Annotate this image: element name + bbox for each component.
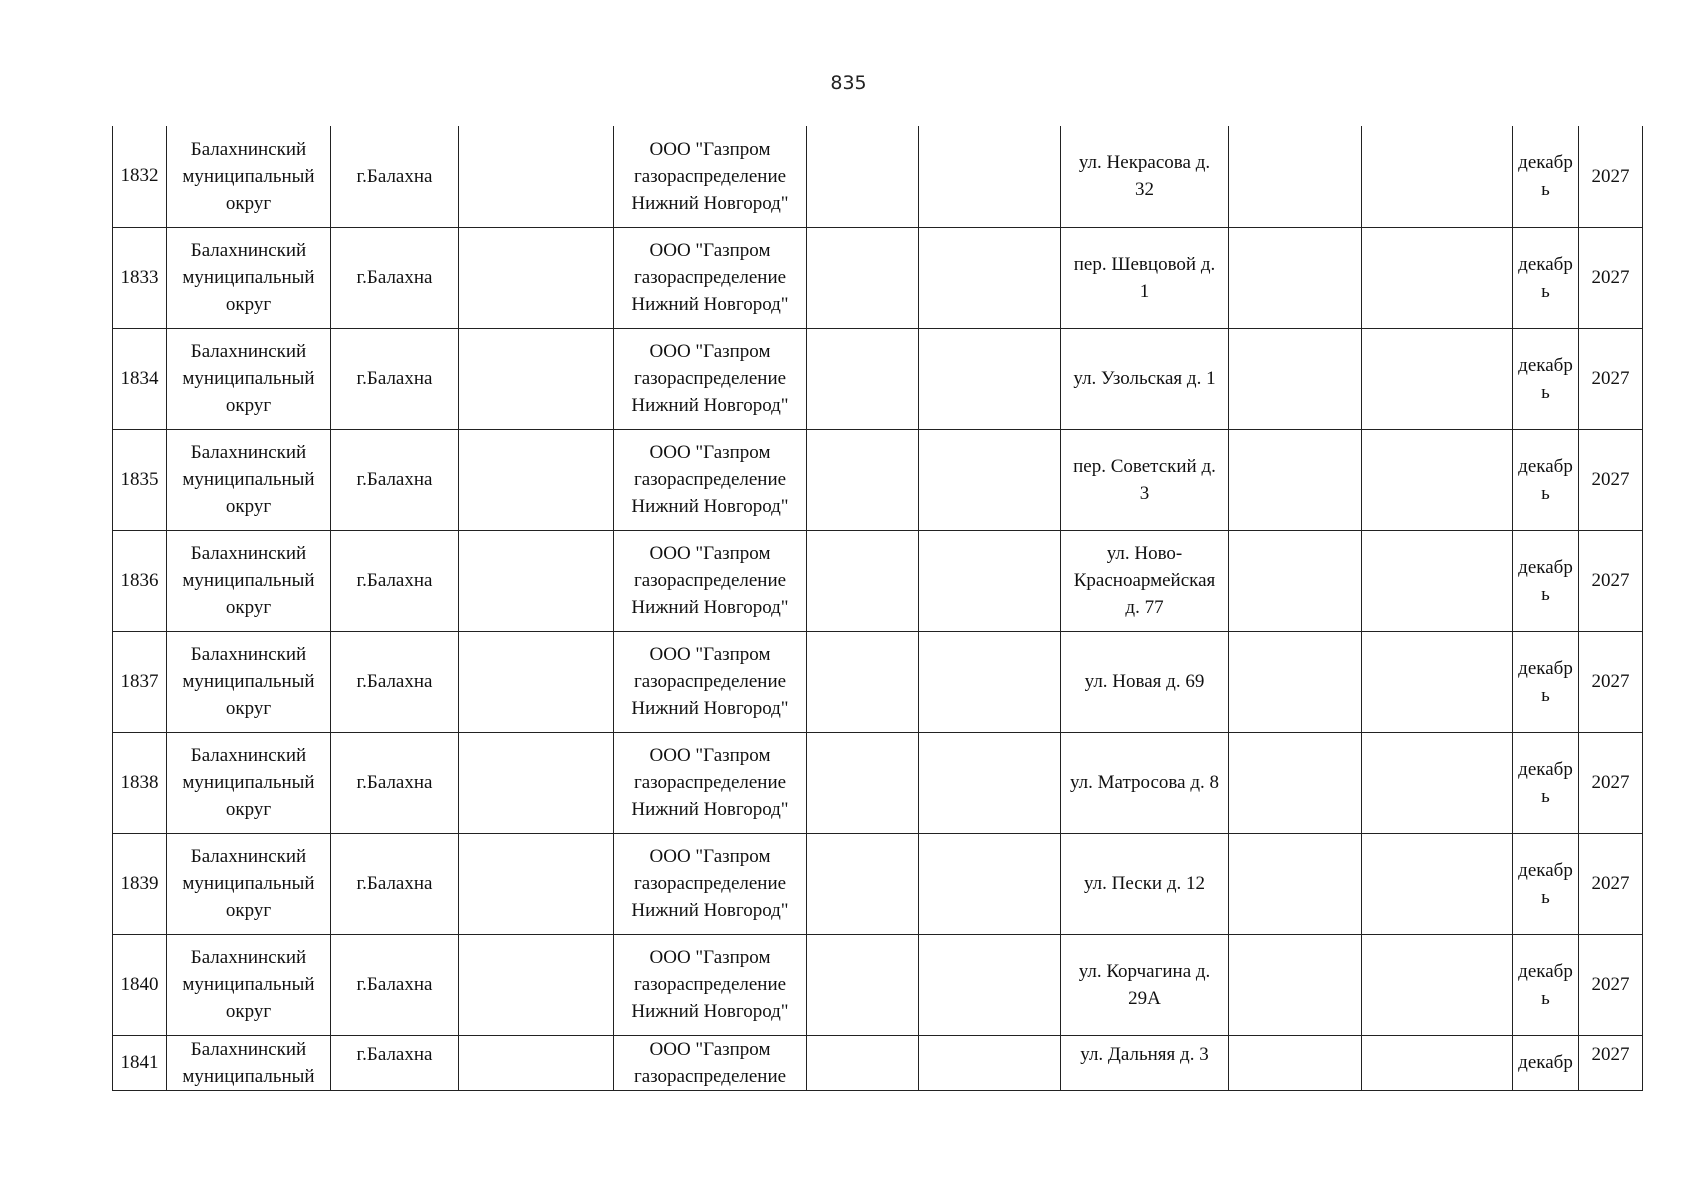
address-line: пер. Советский д. — [1073, 455, 1216, 477]
district-line: муниципальный — [182, 1065, 315, 1087]
address-cell — [1061, 126, 1229, 227]
address-line: ул. Ново- — [1106, 543, 1183, 564]
row-number-cell — [113, 631, 167, 732]
empty-cell — [1362, 530, 1513, 631]
city-cell: г.Балахна — [331, 530, 459, 631]
address-line: ул. Матросова д. 8 — [1070, 772, 1219, 793]
organization-cell — [614, 732, 807, 833]
district-line: округ — [225, 496, 272, 517]
row-number-cell — [113, 732, 167, 833]
month-cell — [1513, 1035, 1579, 1090]
address-line: ул. Дальняя д. 3 — [1080, 1043, 1209, 1065]
year-cell: 2027 — [1579, 631, 1643, 732]
row-number-cell — [113, 328, 167, 429]
org-line: Нижний Новгород" — [631, 698, 789, 719]
year-cell: 2027 — [1579, 732, 1643, 833]
empty-cell — [807, 833, 919, 934]
org-line: ООО "Газпром — [649, 846, 771, 867]
empty-cell — [459, 530, 614, 631]
address-line: 29А — [1128, 987, 1161, 1009]
district-line: Балахнинский — [190, 442, 307, 463]
table-row — [113, 934, 1643, 1035]
district-cell — [167, 126, 331, 227]
row-number: 1832 — [120, 165, 159, 187]
city-cell: г.Балахна — [331, 126, 459, 227]
district-line: округ — [225, 294, 272, 315]
organization-cell — [614, 833, 807, 934]
empty-cell — [807, 328, 919, 429]
empty-cell — [1229, 934, 1362, 1035]
month-cell — [1513, 631, 1579, 732]
address-cell — [1061, 328, 1229, 429]
org-line: газораспределение — [633, 165, 787, 187]
address-cell — [1061, 227, 1229, 328]
address-line: ул. Новая д. 69 — [1084, 671, 1205, 692]
empty-cell — [1229, 530, 1362, 631]
city-cell: г.Балахна — [331, 934, 459, 1035]
district-line: муниципальный — [182, 368, 315, 389]
empty-cell — [1229, 328, 1362, 429]
empty-cell — [919, 934, 1061, 1035]
month-cell — [1513, 227, 1579, 328]
year-cell: 2027 — [1579, 530, 1643, 631]
city-cell: г.Балахна — [331, 328, 459, 429]
month-line: декабр — [1518, 960, 1573, 982]
row-number-cell — [113, 1035, 167, 1090]
district-line: округ — [225, 900, 272, 921]
org-line: Нижний Новгород" — [631, 395, 789, 416]
organization-cell — [614, 227, 807, 328]
org-line: ООО "Газпром — [649, 543, 771, 564]
empty-cell — [459, 227, 614, 328]
month-line: декабр — [1518, 1052, 1573, 1073]
month-line: декабр — [1518, 354, 1573, 376]
empty-cell — [459, 934, 614, 1035]
org-line: газораспределение — [633, 368, 787, 389]
row-number: 1839 — [120, 872, 159, 894]
address-line: ул. Корчагина д. — [1078, 960, 1211, 982]
district-line: округ — [225, 698, 272, 719]
empty-cell — [459, 732, 614, 833]
month-cell — [1513, 732, 1579, 833]
row-number: 1841 — [120, 1051, 159, 1073]
org-line: ООО "Газпром — [649, 947, 771, 968]
row-number-cell — [113, 126, 167, 227]
org-line: ООО "Газпром — [649, 341, 771, 362]
row-number: 1833 — [120, 266, 159, 288]
month-line: ь — [1541, 381, 1550, 403]
organization-cell — [614, 530, 807, 631]
register-table — [112, 126, 1643, 1091]
empty-cell — [1362, 833, 1513, 934]
org-line: ООО "Газпром — [649, 644, 771, 665]
month-line: ь — [1541, 179, 1550, 201]
empty-cell — [1362, 126, 1513, 227]
district-cell — [167, 227, 331, 328]
row-number: 1834 — [120, 367, 159, 389]
month-line: декабр — [1518, 556, 1573, 578]
address-line: 1 — [1139, 280, 1150, 302]
row-number: 1838 — [120, 771, 159, 793]
org-line: газораспределение — [633, 974, 787, 995]
empty-cell — [807, 227, 919, 328]
organization-cell — [614, 429, 807, 530]
address-cell — [1061, 530, 1229, 631]
district-line: округ — [225, 1001, 272, 1022]
org-line: газораспределение — [633, 772, 787, 793]
row-number: 1835 — [120, 468, 159, 490]
empty-cell — [919, 631, 1061, 732]
address-cell — [1061, 934, 1229, 1035]
district-line: Балахнинский — [190, 745, 307, 766]
empty-cell — [1229, 732, 1362, 833]
org-line: Нижний Новгород" — [631, 799, 789, 820]
district-line: муниципальный — [182, 469, 315, 490]
year-cell: 2027 — [1579, 429, 1643, 530]
page-number: 835 — [830, 72, 867, 94]
row-number-cell — [113, 530, 167, 631]
org-line: ООО "Газпром — [649, 442, 771, 463]
year-cell: 2027 — [1579, 1035, 1643, 1090]
month-line: декабр — [1518, 859, 1573, 881]
table-body — [113, 126, 1643, 1090]
district-line: Балахнинский — [190, 644, 307, 665]
organization-cell — [614, 328, 807, 429]
empty-cell — [459, 126, 614, 227]
city-cell: г.Балахна — [331, 1035, 459, 1090]
org-line: газораспределение — [633, 1065, 787, 1087]
address-line: Красноармейская — [1073, 570, 1216, 591]
table-row — [113, 126, 1643, 227]
district-line: округ — [225, 192, 272, 214]
district-line: Балахнинский — [190, 1038, 307, 1060]
org-line: газораспределение — [633, 267, 787, 288]
month-line: декабр — [1518, 758, 1573, 780]
empty-cell — [1362, 429, 1513, 530]
row-number-cell — [113, 429, 167, 530]
empty-cell — [807, 530, 919, 631]
empty-cell — [919, 833, 1061, 934]
table-row — [113, 732, 1643, 833]
address-line: пер. Шевцовой д. — [1073, 253, 1216, 275]
empty-cell — [1229, 833, 1362, 934]
org-line: Нижний Новгород" — [631, 1001, 789, 1022]
district-cell — [167, 429, 331, 530]
org-line: газораспределение — [633, 671, 787, 692]
district-line: Балахнинский — [190, 846, 307, 867]
month-cell — [1513, 833, 1579, 934]
table-row — [113, 530, 1643, 631]
empty-cell — [919, 530, 1061, 631]
district-line: Балахнинский — [190, 240, 307, 261]
empty-cell — [919, 126, 1061, 227]
empty-cell — [1362, 732, 1513, 833]
district-line: муниципальный — [182, 165, 315, 187]
month-cell — [1513, 429, 1579, 530]
empty-cell — [1362, 934, 1513, 1035]
empty-cell — [807, 934, 919, 1035]
district-cell — [167, 934, 331, 1035]
organization-cell — [614, 1035, 807, 1090]
org-line: Нижний Новгород" — [631, 192, 789, 214]
org-line: ООО "Газпром — [649, 1038, 771, 1060]
org-line: Нижний Новгород" — [631, 597, 789, 618]
empty-cell — [807, 631, 919, 732]
month-line: ь — [1541, 583, 1550, 605]
month-line: ь — [1541, 785, 1550, 807]
row-number: 1836 — [120, 569, 159, 591]
year-cell: 2027 — [1579, 934, 1643, 1035]
empty-cell — [459, 833, 614, 934]
table-row — [113, 227, 1643, 328]
month-cell — [1513, 328, 1579, 429]
row-number: 1840 — [120, 973, 159, 995]
address-line: 3 — [1139, 482, 1150, 504]
table-row — [113, 429, 1643, 530]
district-cell — [167, 328, 331, 429]
empty-cell — [807, 126, 919, 227]
district-line: муниципальный — [182, 671, 315, 692]
empty-cell — [1362, 328, 1513, 429]
empty-cell — [919, 429, 1061, 530]
org-line: ООО "Газпром — [649, 745, 771, 766]
address-cell — [1061, 1035, 1229, 1090]
address-line: ул. Пески д. 12 — [1083, 873, 1206, 894]
month-line: декабр — [1518, 657, 1573, 679]
year-cell: 2027 — [1579, 833, 1643, 934]
empty-cell — [1229, 227, 1362, 328]
city-cell: г.Балахна — [331, 631, 459, 732]
empty-cell — [1362, 227, 1513, 328]
district-cell — [167, 530, 331, 631]
district-line: округ — [225, 597, 272, 618]
address-line: ул. Некрасова д. — [1078, 152, 1211, 174]
empty-cell — [1362, 631, 1513, 732]
city-cell: г.Балахна — [331, 833, 459, 934]
month-line: ь — [1541, 987, 1550, 1009]
empty-cell — [919, 732, 1061, 833]
org-line: Нижний Новгород" — [631, 496, 789, 517]
address-line: 32 — [1135, 179, 1154, 201]
row-number-cell — [113, 934, 167, 1035]
district-line: муниципальный — [182, 974, 315, 995]
year-cell: 2027 — [1579, 126, 1643, 227]
city-cell: г.Балахна — [331, 227, 459, 328]
org-line: Нижний Новгород" — [631, 900, 789, 921]
org-line: газораспределение — [633, 873, 787, 894]
district-line: муниципальный — [182, 267, 315, 288]
city-cell: г.Балахна — [331, 429, 459, 530]
empty-cell — [1229, 126, 1362, 227]
organization-cell — [614, 934, 807, 1035]
address-line: ул. Узольская д. 1 — [1073, 368, 1216, 389]
address-line: д. 77 — [1125, 597, 1164, 618]
month-cell — [1513, 126, 1579, 227]
table-row — [113, 328, 1643, 429]
table-row — [113, 631, 1643, 732]
year-cell: 2027 — [1579, 227, 1643, 328]
org-line: Нижний Новгород" — [631, 294, 789, 315]
empty-cell — [1229, 631, 1362, 732]
empty-cell — [1229, 429, 1362, 530]
organization-cell — [614, 126, 807, 227]
empty-cell — [459, 328, 614, 429]
address-cell — [1061, 833, 1229, 934]
district-line: муниципальный — [182, 873, 315, 894]
district-line: округ — [225, 799, 272, 820]
address-cell — [1061, 732, 1229, 833]
row-number-cell — [113, 833, 167, 934]
empty-cell — [1229, 1035, 1362, 1090]
month-line: ь — [1541, 280, 1550, 302]
org-line: ООО "Газпром — [649, 138, 771, 160]
district-line: Балахнинский — [190, 341, 307, 362]
district-line: Балахнинский — [190, 138, 307, 160]
empty-cell — [1362, 1035, 1513, 1090]
month-line: ь — [1541, 482, 1550, 504]
month-cell — [1513, 530, 1579, 631]
row-number: 1837 — [120, 670, 159, 692]
empty-cell — [807, 1035, 919, 1090]
address-cell — [1061, 631, 1229, 732]
district-line: Балахнинский — [190, 947, 307, 968]
org-line: ООО "Газпром — [649, 240, 771, 261]
organization-cell — [614, 631, 807, 732]
empty-cell — [459, 1035, 614, 1090]
empty-cell — [459, 429, 614, 530]
org-line: газораспределение — [633, 469, 787, 490]
address-cell — [1061, 429, 1229, 530]
district-cell — [167, 631, 331, 732]
district-cell — [167, 732, 331, 833]
table-row — [113, 833, 1643, 934]
district-line: округ — [225, 395, 272, 416]
month-line: ь — [1541, 886, 1550, 908]
year-cell: 2027 — [1579, 328, 1643, 429]
table-row — [113, 1035, 1643, 1090]
empty-cell — [919, 1035, 1061, 1090]
empty-cell — [919, 328, 1061, 429]
row-number-cell — [113, 227, 167, 328]
month-line: ь — [1541, 684, 1550, 706]
district-cell — [167, 833, 331, 934]
month-cell — [1513, 934, 1579, 1035]
empty-cell — [919, 227, 1061, 328]
org-line: газораспределение — [633, 570, 787, 591]
district-line: Балахнинский — [190, 543, 307, 564]
empty-cell — [459, 631, 614, 732]
district-line: муниципальный — [182, 772, 315, 793]
month-line: декабр — [1518, 455, 1573, 477]
district-line: муниципальный — [182, 570, 315, 591]
city-cell: г.Балахна — [331, 732, 459, 833]
month-line: декабр — [1518, 253, 1573, 275]
district-cell — [167, 1035, 331, 1090]
empty-cell — [807, 429, 919, 530]
empty-cell — [807, 732, 919, 833]
month-line: декабр — [1518, 152, 1573, 174]
